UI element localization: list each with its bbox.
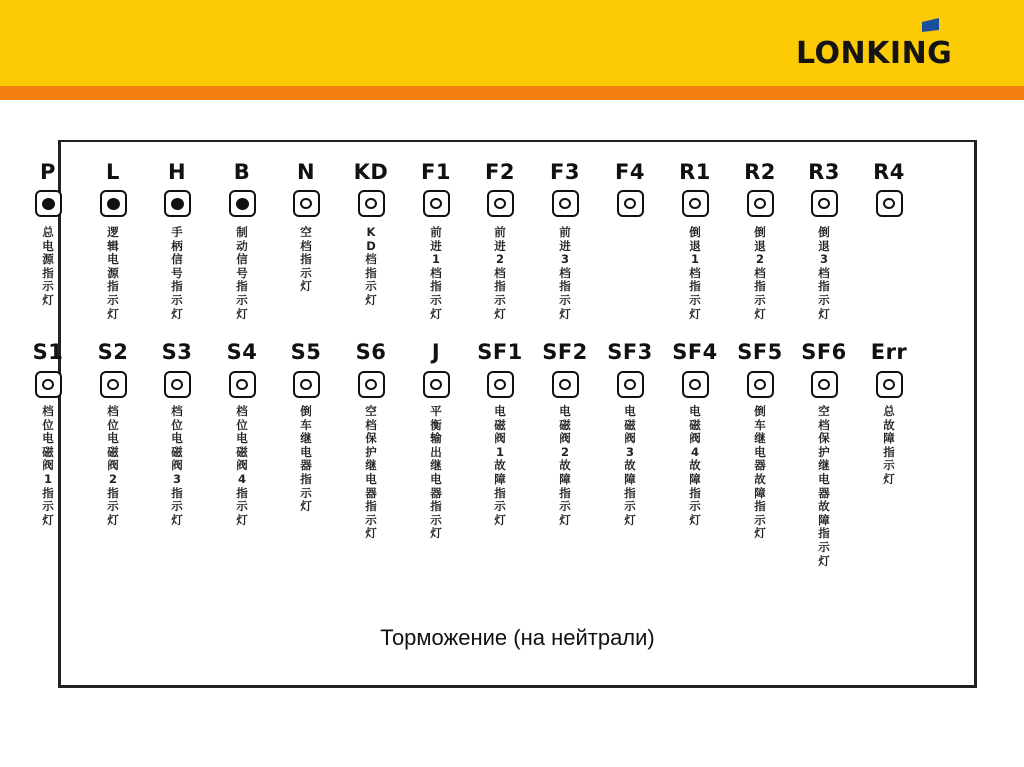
indicator-label-b: 制动信号指示灯 bbox=[236, 225, 248, 321]
lamp-off-icon bbox=[818, 379, 830, 390]
indicator-lamp-r1 bbox=[682, 190, 709, 217]
indicator-code-sf1: SF1 bbox=[477, 340, 523, 364]
lamp-off-icon bbox=[430, 379, 442, 390]
lamp-on-icon bbox=[42, 198, 55, 210]
indicator-label-s3: 档位电磁阀3指示灯 bbox=[171, 404, 183, 527]
header-stripe bbox=[0, 86, 1024, 100]
indicator-lamp-sf1 bbox=[487, 371, 514, 398]
indicator-code-p: P bbox=[40, 160, 56, 184]
indicator-lamp-s4 bbox=[229, 371, 256, 398]
lamp-off-icon bbox=[494, 198, 506, 209]
indicator-label-r1: 倒退1档指示灯 bbox=[689, 225, 701, 321]
indicator-label-s6: 空档保护继电器指示灯 bbox=[365, 404, 377, 541]
lamp-on-icon bbox=[171, 198, 184, 210]
indicator-lamp-p bbox=[35, 190, 62, 217]
indicator-code-s5: S5 bbox=[290, 340, 322, 364]
lamp-off-icon bbox=[689, 379, 701, 390]
indicator-label-sf6: 空档保护继电器故障指示灯 bbox=[818, 404, 830, 568]
indicator-label-j: 平衡输出继电器指示灯 bbox=[430, 404, 442, 541]
indicator-lamp-f4 bbox=[617, 190, 644, 217]
indicator-label-n: 空档指示灯 bbox=[300, 225, 312, 294]
indicator-label-sf3: 电磁阀3故障指示灯 bbox=[624, 404, 636, 527]
indicator-label-f3: 前进3档指示灯 bbox=[559, 225, 571, 321]
indicator-lamp-sf4 bbox=[682, 371, 709, 398]
lamp-off-icon bbox=[494, 379, 506, 390]
indicator-code-f4: F4 bbox=[615, 160, 645, 184]
lamp-off-icon bbox=[754, 198, 766, 209]
indicator-lamp-sf2 bbox=[552, 371, 579, 398]
lamp-off-icon bbox=[300, 198, 312, 209]
indicator-label-sf5: 倒车继电器故障指示灯 bbox=[754, 404, 766, 541]
indicator-code-b: B bbox=[233, 160, 251, 184]
lamp-off-icon bbox=[624, 379, 636, 390]
indicator-code-r4: R4 bbox=[873, 160, 905, 184]
lamp-off-icon bbox=[883, 198, 895, 209]
indicator-code-kd: KD bbox=[353, 160, 389, 184]
indicator-label-p: 总电源指示灯 bbox=[42, 225, 54, 307]
indicator-lamp-s3 bbox=[164, 371, 191, 398]
lamp-off-icon bbox=[689, 198, 701, 209]
lamp-off-icon bbox=[430, 198, 442, 209]
lamp-off-icon bbox=[883, 379, 895, 390]
indicator-lamp-s1 bbox=[35, 371, 62, 398]
indicator-label-f1: 前进1档指示灯 bbox=[430, 225, 442, 321]
indicator-code-sf3: SF3 bbox=[607, 340, 653, 364]
lamp-off-icon bbox=[559, 379, 571, 390]
indicator-label-h: 手柄信号指示灯 bbox=[171, 225, 183, 321]
indicator-code-s1: S1 bbox=[32, 340, 64, 364]
indicator-lamp-s2 bbox=[100, 371, 127, 398]
indicator-lamp-l bbox=[100, 190, 127, 217]
indicator-label-sf2: 电磁阀2故障指示灯 bbox=[559, 404, 571, 527]
indicator-code-sf5: SF5 bbox=[737, 340, 783, 364]
indicator-lamp-r3 bbox=[811, 190, 838, 217]
indicator-label-s2: 档位电磁阀2指示灯 bbox=[107, 404, 119, 527]
indicator-panel bbox=[32, 140, 977, 688]
indicator-code-sf2: SF2 bbox=[542, 340, 588, 364]
lamp-off-icon bbox=[236, 379, 248, 390]
slide-caption: Торможение (на нейтрали) bbox=[380, 625, 655, 650]
lamp-off-icon bbox=[818, 198, 830, 209]
indicator-label-sf1: 电磁阀1故障指示灯 bbox=[494, 404, 506, 527]
indicator-label-err: 总故障指示灯 bbox=[883, 404, 895, 486]
indicator-label-r3: 倒退3档指示灯 bbox=[818, 225, 830, 321]
indicator-code-s4: S4 bbox=[226, 340, 258, 364]
indicator-lamp-h bbox=[164, 190, 191, 217]
indicator-lamp-j bbox=[423, 371, 450, 398]
lonking-logo bbox=[794, 18, 1000, 70]
lamp-off-icon bbox=[300, 379, 312, 390]
logo-wordmark: LONKING bbox=[796, 36, 953, 70]
indicator-code-sf4: SF4 bbox=[672, 340, 718, 364]
indicator-label-l: 逻辑电源指示灯 bbox=[107, 225, 119, 321]
lamp-off-icon bbox=[365, 198, 377, 209]
lamp-off-icon bbox=[754, 379, 766, 390]
indicator-label-f2: 前进2档指示灯 bbox=[494, 225, 506, 321]
indicator-code-s3: S3 bbox=[161, 340, 193, 364]
indicator-code-r1: R1 bbox=[679, 160, 711, 184]
lamp-on-icon bbox=[107, 198, 120, 210]
indicator-code-l: L bbox=[106, 160, 120, 184]
indicator-code-sf6: SF6 bbox=[801, 340, 847, 364]
indicator-lamp-sf6 bbox=[811, 371, 838, 398]
indicator-lamp-sf3 bbox=[617, 371, 644, 398]
lamp-off-icon bbox=[42, 379, 54, 390]
indicator-code-h: H bbox=[167, 160, 187, 184]
lamp-off-icon bbox=[365, 379, 377, 390]
indicator-lamp-s6 bbox=[358, 371, 385, 398]
indicator-code-f2: F2 bbox=[485, 160, 515, 184]
indicator-lamp-f1 bbox=[423, 190, 450, 217]
indicator-label-kd: KD档指示灯 bbox=[365, 225, 377, 307]
indicator-lamp-r4 bbox=[876, 190, 903, 217]
lamp-off-icon bbox=[624, 198, 636, 209]
lamp-off-icon bbox=[171, 379, 183, 390]
lamp-on-icon bbox=[236, 198, 249, 210]
indicator-code-s6: S6 bbox=[355, 340, 387, 364]
indicator-label-s1: 档位电磁阀1指示灯 bbox=[42, 404, 54, 527]
indicator-code-s2: S2 bbox=[97, 340, 129, 364]
indicator-code-n: N bbox=[296, 160, 316, 184]
indicator-lamp-n bbox=[293, 190, 320, 217]
indicator-lamp-sf5 bbox=[747, 371, 774, 398]
indicator-lamp-r2 bbox=[747, 190, 774, 217]
indicator-label-s4: 档位电磁阀4指示灯 bbox=[236, 404, 248, 527]
indicator-code-r2: R2 bbox=[744, 160, 776, 184]
indicator-lamp-s5 bbox=[293, 371, 320, 398]
lamp-off-icon bbox=[107, 379, 119, 390]
indicator-lamp-b bbox=[229, 190, 256, 217]
indicator-label-s5: 倒车继电器指示灯 bbox=[300, 404, 312, 514]
indicator-label-sf4: 电磁阀4故障指示灯 bbox=[689, 404, 701, 527]
indicator-lamp-err bbox=[876, 371, 903, 398]
indicator-lamp-f2 bbox=[487, 190, 514, 217]
indicator-code-r3: R3 bbox=[808, 160, 840, 184]
lamp-off-icon bbox=[559, 198, 571, 209]
indicator-code-err: Err bbox=[870, 340, 908, 364]
indicator-label-r2: 倒退2档指示灯 bbox=[754, 225, 766, 321]
indicator-code-j: J bbox=[431, 340, 441, 364]
indicator-lamp-kd bbox=[358, 190, 385, 217]
indicator-lamp-f3 bbox=[552, 190, 579, 217]
indicator-code-f1: F1 bbox=[421, 160, 451, 184]
indicator-code-f3: F3 bbox=[550, 160, 580, 184]
